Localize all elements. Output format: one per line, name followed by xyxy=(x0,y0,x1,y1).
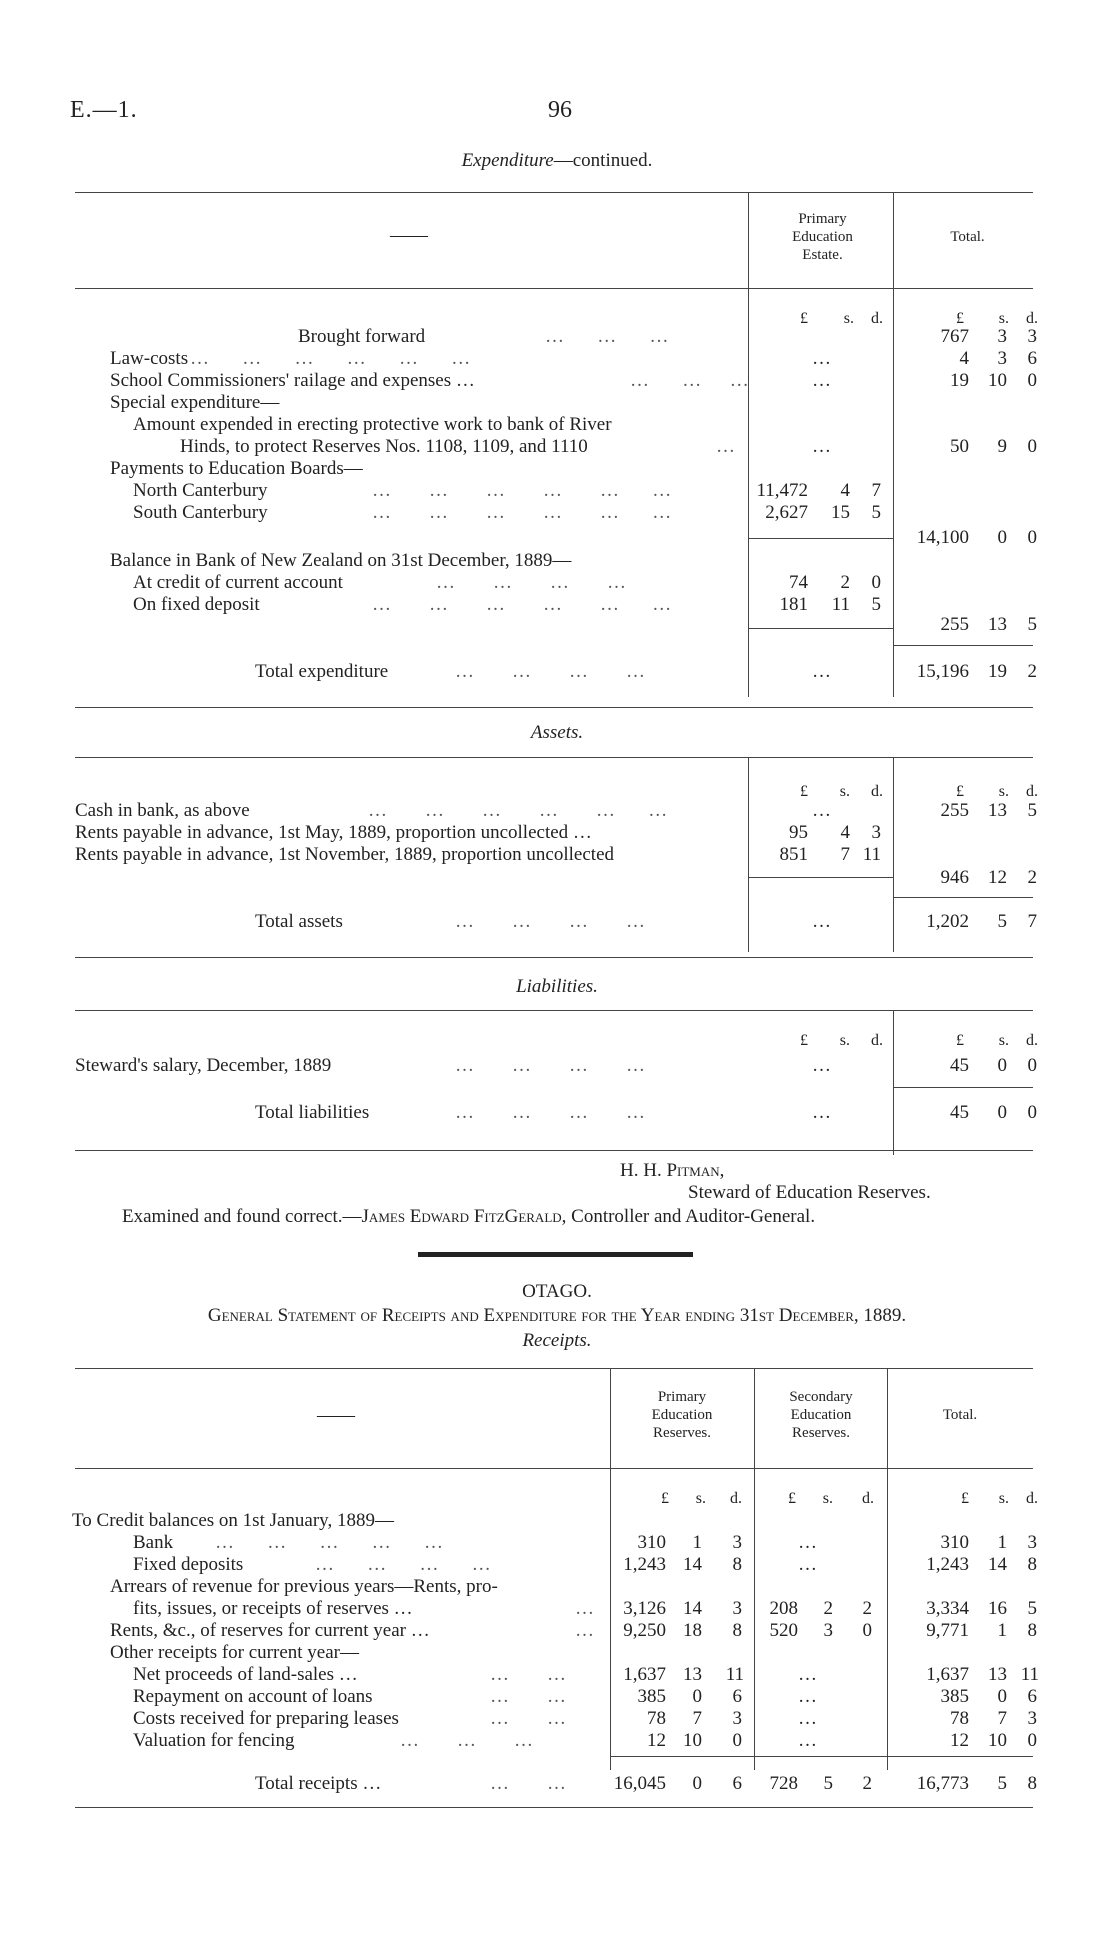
otago-col2-divider xyxy=(754,1368,755,1770)
subtotal-rule xyxy=(749,877,893,878)
total-pounds: 45 xyxy=(950,1055,969,1076)
examined-line xyxy=(122,1206,815,1228)
row-label: Amount expended in erecting protective work to bank of River xyxy=(133,414,612,435)
row-label: Special expenditure— xyxy=(110,392,280,413)
c1-pounds: 16,045 xyxy=(613,1773,666,1794)
col1-pence: 5 xyxy=(871,594,881,615)
c2-pence: 2 xyxy=(862,1598,872,1619)
leader-dots: … … … … … … xyxy=(372,480,672,501)
assets-bottom-rule xyxy=(75,957,1033,958)
c2-shillings: 2 xyxy=(823,1598,833,1619)
total-pence: 0 xyxy=(1027,436,1037,457)
unit-pence: d. xyxy=(1026,783,1038,800)
total-shillings: 10 xyxy=(988,370,1007,391)
unit-pound: £ xyxy=(661,1490,669,1507)
total-pounds: 50 xyxy=(950,436,969,457)
row-label: Arrears of revenue for previous years—Rents, pro- xyxy=(110,1576,498,1597)
row-label: Rents payable in advance, 1st November, 1889, proportion uncollected xyxy=(75,844,615,865)
col1-shillings: 7 xyxy=(840,844,850,865)
col1-shillings: 4 xyxy=(840,480,850,501)
total-shillings: 0 xyxy=(997,1102,1007,1123)
c1-pounds: 78 xyxy=(647,1708,666,1729)
col1-pounds: 74 xyxy=(789,572,808,593)
row-label: Steward's salary, December, 1889 xyxy=(75,1055,332,1076)
row-label: South Canterbury xyxy=(133,502,268,523)
c1-pence: 3 xyxy=(732,1708,742,1729)
total-pounds: 255 xyxy=(940,800,969,821)
c1-pounds: 1,637 xyxy=(623,1664,666,1685)
otago-subtitle: General Statement of Receipts and Expenditure for the Year ending 31st December, 1889. xyxy=(207,1305,907,1326)
liabilities-bottom-rule xyxy=(75,1150,1033,1151)
row-label: Payments to Education Boards— xyxy=(110,458,363,479)
row-label: Total receipts … xyxy=(255,1773,382,1794)
leader-dots: … … … xyxy=(545,326,669,347)
row-label: Brought forward xyxy=(298,326,426,347)
leader-dots: … … … … … … xyxy=(372,502,672,523)
total-pounds: 19 xyxy=(950,370,969,391)
c2-pounds: 520 xyxy=(769,1620,798,1641)
c2-empty: … xyxy=(798,1532,817,1553)
unit-pence: d. xyxy=(871,783,883,800)
leader-dots: … … … … … xyxy=(215,1532,443,1553)
leader-dots: … … xyxy=(490,1773,566,1794)
total-pounds: 45 xyxy=(950,1102,969,1123)
unit-pence: d. xyxy=(1026,310,1038,327)
t-pounds: 12 xyxy=(950,1730,969,1751)
total-shillings: 3 xyxy=(997,326,1007,347)
t-pounds: 310 xyxy=(940,1532,969,1553)
total-shillings: 12 xyxy=(988,867,1007,888)
unit-pound: £ xyxy=(961,1490,969,1507)
col1-header-line: Education xyxy=(792,229,853,245)
unit-pound: £ xyxy=(956,310,964,327)
c1-pounds: 310 xyxy=(637,1532,666,1553)
row-label: Costs received for preparing leases xyxy=(133,1708,399,1729)
col1-divider xyxy=(748,192,749,697)
section-bottom-rule xyxy=(75,707,1033,708)
total-pence: 6 xyxy=(1027,348,1037,369)
subtotal-rule xyxy=(749,538,893,539)
col1-pounds: 11,472 xyxy=(756,480,808,501)
col1-pence: 7 xyxy=(871,480,881,501)
total-pence: 2 xyxy=(1027,867,1037,888)
total-pence: 0 xyxy=(1027,1055,1037,1076)
section-divider-bar xyxy=(418,1252,693,1257)
t-shillings: 16 xyxy=(988,1598,1007,1619)
col1-empty: … xyxy=(812,1102,831,1123)
total-shillings: 3 xyxy=(997,348,1007,369)
unit-pence: d. xyxy=(862,1490,874,1507)
col-header-line: Reserves. xyxy=(653,1425,711,1441)
row-label: Repayment on account of loans xyxy=(133,1686,373,1707)
otago-col3-header: Total. xyxy=(942,1407,978,1423)
c2-shillings: 5 xyxy=(823,1773,833,1794)
t-pounds: 78 xyxy=(950,1708,969,1729)
row-label: fits, issues, or receipts of reserves … xyxy=(133,1598,413,1619)
t-shillings: 5 xyxy=(997,1773,1007,1794)
unit-shilling: s. xyxy=(839,783,850,800)
unit-shilling: s. xyxy=(998,1490,1009,1507)
row-label: Valuation for fencing xyxy=(133,1730,295,1751)
leader-dots: … xyxy=(716,436,735,457)
t-pence: 3 xyxy=(1027,1532,1037,1553)
col1-shillings: 15 xyxy=(831,502,850,523)
unit-shilling: s. xyxy=(998,783,1009,800)
unit-shilling: s. xyxy=(843,310,854,327)
col1-empty: … xyxy=(812,348,831,369)
otago-title: OTAGO. xyxy=(522,1281,592,1302)
col1-divider xyxy=(748,757,749,952)
unit-pound: £ xyxy=(800,1032,808,1049)
c1-pounds: 1,243 xyxy=(623,1554,666,1575)
table-top-rule xyxy=(75,192,1033,193)
col1-shillings: 2 xyxy=(840,572,850,593)
c1-pence: 6 xyxy=(732,1686,742,1707)
col1-pounds: 851 xyxy=(779,844,808,865)
unit-pound: £ xyxy=(788,1490,796,1507)
leader-dots: … … … … xyxy=(315,1554,491,1575)
unit-pound: £ xyxy=(800,783,808,800)
row-label: Total assets xyxy=(255,911,343,932)
c1-pence: 8 xyxy=(732,1554,742,1575)
c1-shillings: 0 xyxy=(692,1773,702,1794)
t-shillings: 13 xyxy=(988,1664,1007,1685)
col-header-line: Primary xyxy=(657,1389,707,1405)
total-shillings: 0 xyxy=(997,1055,1007,1076)
t-pence: 8 xyxy=(1027,1554,1037,1575)
c1-shillings: 0 xyxy=(692,1686,702,1707)
unit-shilling: s. xyxy=(822,1490,833,1507)
col-header-line: Secondary xyxy=(789,1389,853,1405)
total-shillings: 13 xyxy=(988,614,1007,635)
total-pounds: 14,100 xyxy=(916,527,969,548)
c2-empty: … xyxy=(798,1708,817,1729)
leader-dots: … … … … … … xyxy=(190,348,471,369)
col1-shillings: 11 xyxy=(831,594,850,615)
c2-shillings: 3 xyxy=(823,1620,833,1641)
t-pounds: 3,334 xyxy=(926,1598,969,1619)
col2-divider xyxy=(893,192,894,697)
c2-pence: 2 xyxy=(862,1773,872,1794)
col1-empty: … xyxy=(812,370,831,391)
t-shillings: 0 xyxy=(997,1686,1007,1707)
leader-dots: … … … … xyxy=(455,661,645,682)
total-pence: 3 xyxy=(1027,326,1037,347)
c1-pence: 11 xyxy=(725,1664,744,1685)
leader-dots: … … xyxy=(490,1686,566,1707)
otago-col1-divider xyxy=(610,1368,611,1770)
row-label: Bank xyxy=(133,1532,174,1553)
c2-empty: … xyxy=(798,1730,817,1751)
unit-shilling: s. xyxy=(998,310,1009,327)
col1-pounds: 181 xyxy=(779,594,808,615)
row-label: North Canterbury xyxy=(133,480,268,501)
c1-shillings: 14 xyxy=(683,1554,702,1575)
c1-pence: 3 xyxy=(732,1598,742,1619)
t-pence: 8 xyxy=(1027,1620,1037,1641)
leader-dots: … … … … … … xyxy=(372,594,672,615)
t-pence: 0 xyxy=(1027,1730,1037,1751)
total-pounds: 946 xyxy=(940,867,969,888)
unit-pound: £ xyxy=(956,783,964,800)
total-rule xyxy=(894,645,1033,646)
t-pounds: 9,771 xyxy=(926,1620,969,1641)
receipts-title: Receipts. xyxy=(522,1330,592,1351)
otago-total-rule xyxy=(611,1756,1033,1757)
header-bottom-rule xyxy=(75,288,1033,289)
total-pence: 0 xyxy=(1027,527,1037,548)
otago-top-rule xyxy=(75,1368,1033,1369)
t-pounds: 1,637 xyxy=(926,1664,969,1685)
total-pence: 7 xyxy=(1027,911,1037,932)
section-title xyxy=(0,150,1114,172)
auditor-name: James Edward FitzGerald xyxy=(361,1206,562,1227)
col1-pence: 3 xyxy=(871,822,881,843)
assets-title: Assets. xyxy=(530,722,584,743)
otago-col1-header xyxy=(614,1388,750,1442)
total-shillings: 5 xyxy=(997,911,1007,932)
unit-pound: £ xyxy=(800,310,808,327)
row-label: Net proceeds of land-sales … xyxy=(133,1664,358,1685)
t-shillings: 14 xyxy=(988,1554,1007,1575)
unit-shilling: s. xyxy=(695,1490,706,1507)
signatory-role: Steward of Education Reserves. xyxy=(688,1182,931,1203)
leader-dots: … … … … xyxy=(455,1102,645,1123)
row-label: Fixed deposits xyxy=(133,1554,244,1575)
c1-shillings: 1 xyxy=(692,1532,702,1553)
leader-dots: … … … … … … xyxy=(368,800,668,821)
c1-shillings: 13 xyxy=(683,1664,702,1685)
unit-pence: d. xyxy=(1026,1490,1038,1507)
subtotal-rule xyxy=(749,628,893,629)
section-title-rest: —continued. xyxy=(553,150,653,171)
series-code: E.—1. xyxy=(70,97,138,123)
col1-empty: … xyxy=(812,661,831,682)
leader-dots: … … … … xyxy=(455,911,645,932)
col1-header-line: Estate. xyxy=(802,247,843,263)
header-dash: —— xyxy=(317,1405,355,1426)
unit-pence: d. xyxy=(1026,1032,1038,1049)
col-header-line: Reserves. xyxy=(792,1425,850,1441)
col1-shillings: 4 xyxy=(840,822,850,843)
t-pence: 5 xyxy=(1027,1598,1037,1619)
col2-header: Total. xyxy=(950,229,985,245)
t-shillings: 7 xyxy=(997,1708,1007,1729)
c1-pounds: 12 xyxy=(647,1730,666,1751)
total-shillings: 0 xyxy=(997,527,1007,548)
row-label: Other receipts for current year— xyxy=(110,1642,359,1663)
leader-dots: … … … … xyxy=(455,1055,645,1076)
total-pence: 0 xyxy=(1027,370,1037,391)
unit-pound: £ xyxy=(956,1032,964,1049)
row-label: Total expenditure xyxy=(255,661,389,682)
c1-pence: 0 xyxy=(732,1730,742,1751)
c2-empty: … xyxy=(798,1554,817,1575)
t-pence: 11 xyxy=(1020,1664,1039,1685)
col1-empty: … xyxy=(812,436,831,457)
total-shillings: 19 xyxy=(988,661,1007,682)
col-header-line: Education xyxy=(651,1407,713,1423)
header-dash: —— xyxy=(390,225,428,246)
otago-col2-header xyxy=(756,1388,886,1442)
leader-dots: … … … … xyxy=(436,572,626,593)
total-pounds: 767 xyxy=(940,326,969,347)
total-pounds: 4 xyxy=(959,348,969,369)
col1-header-line: Primary xyxy=(798,211,847,227)
total-pence: 0 xyxy=(1027,1102,1037,1123)
leader-dots: … … … xyxy=(400,1730,533,1751)
t-shillings: 1 xyxy=(997,1532,1007,1553)
c2-pounds: 728 xyxy=(769,1773,798,1794)
t-pounds: 1,243 xyxy=(926,1554,969,1575)
c1-shillings: 18 xyxy=(683,1620,702,1641)
signatory-name: H. H. Pitman, xyxy=(620,1160,725,1181)
otago-bottom-rule xyxy=(75,1807,1033,1808)
col1-pence: 5 xyxy=(871,502,881,523)
col1-pence: 11 xyxy=(862,844,881,865)
otago-col3-divider xyxy=(887,1368,888,1770)
t-shillings: 10 xyxy=(988,1730,1007,1751)
col-header-line: Education xyxy=(790,1407,852,1423)
examined-prefix: Examined and found correct.— xyxy=(122,1206,362,1227)
leader-dots: … … xyxy=(490,1664,566,1685)
leader-dots: … … xyxy=(490,1708,566,1729)
c1-pounds: 3,126 xyxy=(623,1598,666,1619)
c1-shillings: 14 xyxy=(683,1598,702,1619)
section-title-italic: Expenditure xyxy=(461,150,554,171)
leader-dots: … … … xyxy=(630,370,749,391)
row-label: Hinds, to protect Reserves Nos. 1108, 1109, and 1110 xyxy=(180,436,588,457)
row-label: Total liabilities xyxy=(255,1102,370,1123)
assets-top-rule xyxy=(75,757,1033,758)
unit-pence: d. xyxy=(871,1032,883,1049)
unit-pence: d. xyxy=(730,1490,742,1507)
col2-divider xyxy=(893,1010,894,1155)
total-pounds: 1,202 xyxy=(926,911,969,932)
t-pence: 6 xyxy=(1027,1686,1037,1707)
t-pence: 8 xyxy=(1027,1773,1037,1794)
row-label: Rents payable in advance, 1st May, 1889, proportion uncollected … xyxy=(75,822,592,843)
row-label: At credit of current account xyxy=(133,572,343,593)
c2-empty: … xyxy=(798,1686,817,1707)
total-rule xyxy=(894,897,1033,898)
total-pence: 5 xyxy=(1027,614,1037,635)
col1-empty: … xyxy=(812,800,831,821)
liabilities-title: Liabilities. xyxy=(516,976,598,997)
t-pence: 3 xyxy=(1027,1708,1037,1729)
c1-shillings: 10 xyxy=(683,1730,702,1751)
t-pounds: 385 xyxy=(940,1686,969,1707)
col2-divider xyxy=(893,757,894,952)
unit-shilling: s. xyxy=(998,1032,1009,1049)
col1-pounds: 95 xyxy=(789,822,808,843)
c2-pence: 0 xyxy=(862,1620,872,1641)
leader-dots: … xyxy=(575,1620,594,1641)
col1-pounds: 2,627 xyxy=(765,502,808,523)
row-label: Balance in Bank of New Zealand on 31st December, 1889— xyxy=(110,550,572,571)
page-number: 96 xyxy=(548,97,572,123)
total-pence: 5 xyxy=(1027,800,1037,821)
c1-pounds: 385 xyxy=(637,1686,666,1707)
total-shillings: 13 xyxy=(988,800,1007,821)
total-pence: 2 xyxy=(1027,661,1037,682)
t-shillings: 1 xyxy=(997,1620,1007,1641)
c1-pence: 3 xyxy=(732,1532,742,1553)
row-label: Rents, &c., of reserves for current year … xyxy=(110,1620,430,1641)
col1-pence: 0 xyxy=(871,572,881,593)
unit-shilling: s. xyxy=(839,1032,850,1049)
c1-pence: 6 xyxy=(732,1773,742,1794)
row-label: On fixed deposit xyxy=(133,594,260,615)
leader-dots: … xyxy=(575,1598,594,1619)
col1-header xyxy=(760,210,885,264)
row-label: To Credit balances on 1st January, 1889— xyxy=(72,1510,394,1531)
c1-pence: 8 xyxy=(732,1620,742,1641)
unit-pence: d. xyxy=(871,310,883,327)
liabilities-top-rule xyxy=(75,1010,1033,1011)
otago-header-rule xyxy=(75,1468,1033,1469)
total-pounds: 15,196 xyxy=(916,661,969,682)
c2-pounds: 208 xyxy=(769,1598,798,1619)
c2-empty: … xyxy=(798,1664,817,1685)
examined-suffix: , Controller and Auditor-General. xyxy=(561,1206,816,1227)
total-pounds: 255 xyxy=(940,614,969,635)
row-label: Cash in bank, as above xyxy=(75,800,250,821)
col1-empty: … xyxy=(812,1055,831,1076)
row-label: Law-costs xyxy=(110,348,189,369)
t-pounds: 16,773 xyxy=(916,1773,969,1794)
total-rule xyxy=(894,1087,1033,1088)
total-shillings: 9 xyxy=(997,436,1007,457)
row-label: School Commissioners' railage and expenses … xyxy=(110,370,475,391)
col1-empty: … xyxy=(812,911,831,932)
c1-pounds: 9,250 xyxy=(623,1620,666,1641)
c1-shillings: 7 xyxy=(692,1708,702,1729)
